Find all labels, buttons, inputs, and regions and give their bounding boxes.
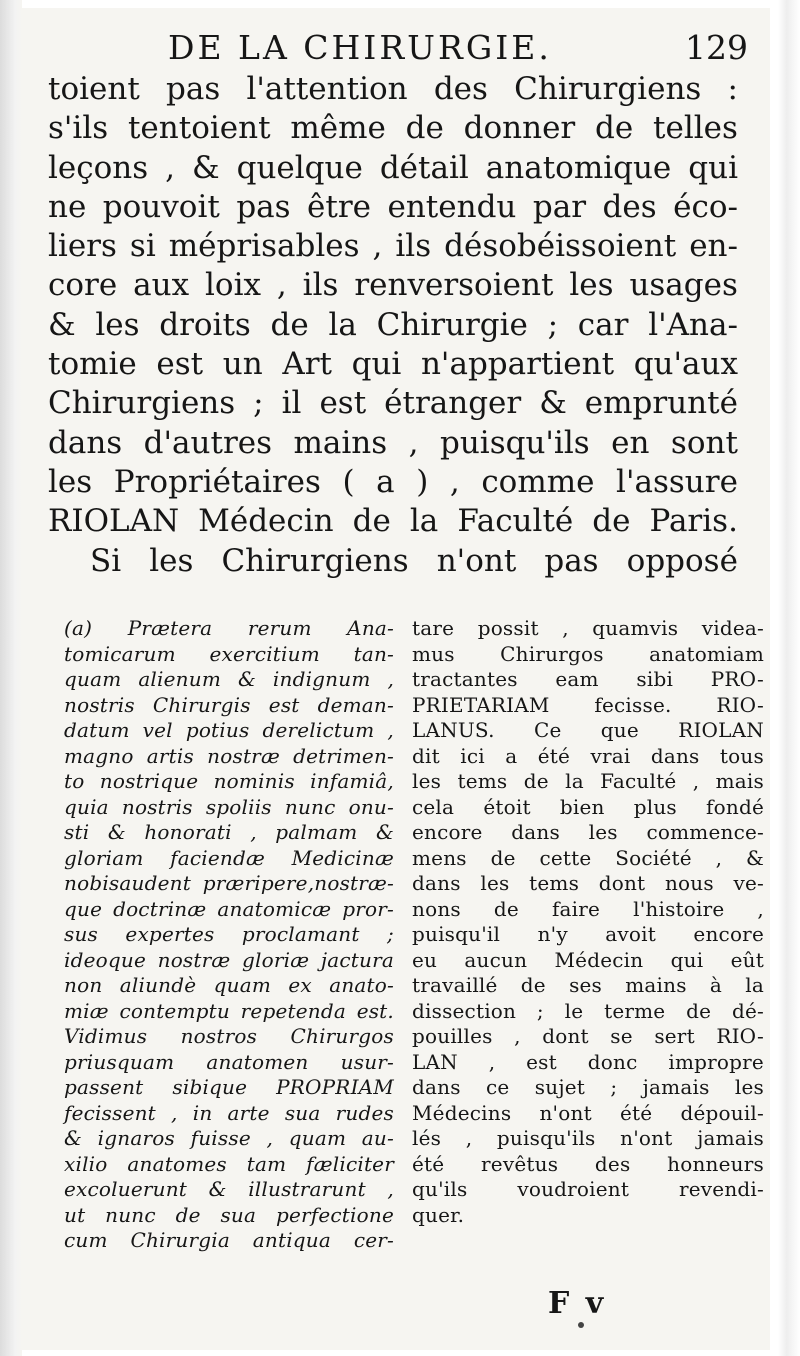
footnote-line: nons de faire l'histoire , [412, 896, 764, 921]
footnote-column-latin [64, 616, 394, 1254]
footnote-line: encore dans les commence- [412, 820, 764, 844]
text-line: Si les Chirurgiens n'ont pas opposé [90, 542, 738, 579]
footnote-line: nostris Chirurgis est deman- [64, 692, 394, 717]
main-text-block [48, 70, 738, 581]
text-line: dans d'autres mains , puisqu'ils en sont [48, 424, 738, 461]
footnote-line: dans les tems dont nous ve- [412, 871, 764, 895]
text-line: les Propriétaires ( a ) , comme l'assure [48, 463, 738, 500]
footnote-line: priusquam anatomen usur- [64, 1049, 394, 1074]
footnote-line: LAN , est donc impropre [412, 1049, 764, 1074]
footnote-line: non aliundè quam ex anato- [64, 973, 394, 997]
footnote-line: mus Chirurgos anatomiam [412, 641, 764, 666]
footnote-line: fecissent , in arte sua rudes [64, 1100, 394, 1125]
footnote-line: Vidimus nostros Chirurgos [64, 1024, 394, 1048]
footnote-line: que doctrinæ anatomicæ pror- [64, 896, 394, 921]
footnote-line: les tems de la Faculté , mais [412, 769, 764, 793]
text-line: toient pas l'attention des Chirurgiens : [48, 71, 738, 107]
footnote-line: magno artis nostræ detrimen- [64, 743, 394, 768]
footnote-line: eu aucun Médecin qui eût [412, 947, 764, 972]
text-line: & les droits de la Chirurgie ; car l'Ana- [48, 306, 738, 343]
ink-spot [578, 1322, 584, 1328]
footnote-line: tare possit , quamvis videa- [412, 616, 764, 640]
footnote-line: passent sibique PROPRIAM [64, 1075, 394, 1099]
page-gutter-shadow [0, 0, 22, 1356]
footnote-line: cela étoit bien plus fondé [412, 794, 764, 819]
footnote-line: pouilles , dont se sert RIO- [412, 1024, 764, 1048]
footnote-line: miæ contemptu repetenda est. [64, 998, 394, 1023]
footnote-line: mens de cette Société , & [412, 845, 764, 870]
footnote-line: été revêtus des honneurs [412, 1151, 764, 1176]
footnote-line: qu'ils voudroient revendi- [412, 1177, 764, 1201]
footnote-line: LANUS. Ce que RIOLAN [412, 718, 764, 742]
text-line: RIOLAN Médecin de la Faculté de Paris. [48, 503, 738, 540]
text-line: Chirurgiens ; il est étranger & emprunté [48, 385, 738, 422]
footnote-line: ut nunc de sua perfectione [64, 1202, 394, 1227]
footnote-line: dissection ; le terme de dé- [412, 998, 764, 1023]
footnote-line: cum Chirurgia antiqua cer- [64, 1228, 394, 1252]
page-number: 129 [685, 28, 748, 67]
signature-mark: F v [548, 1286, 607, 1321]
footnote-line: PRIETARIAM fecisse. RIO- [412, 692, 764, 717]
footnote-line: sus expertes proclamant ; [64, 922, 394, 946]
footnote-line: ideoque nostræ gloriæ jactura [64, 947, 394, 972]
footnote-line: dans ce sujet ; jamais les [412, 1075, 764, 1099]
footnote-line: travaillé de ses mains à la [412, 973, 764, 997]
footnote-line: quer. [412, 1202, 465, 1227]
footnote-line: datum vel potius derelictum , [64, 718, 394, 742]
text-line: core aux loix , ils renversoient les usages [48, 267, 738, 304]
footnote-line: quia nostris spoliis nunc onu- [64, 794, 394, 819]
footnote-line: (a) Prætera rerum Ana- [64, 616, 394, 640]
running-head: DE LA CHIRURGIE. [168, 28, 552, 67]
footnote-line: sti & honorati , palmam & [64, 820, 394, 844]
text-line: ne pouvoit pas être entendu par des éco- [48, 188, 738, 225]
text-line: leçons , & quelque détail anatomique qui [48, 149, 738, 186]
text-line: liers si méprisables , ils désobéissoient en- [48, 228, 738, 265]
footnote-line: to nostrique nominis infamiâ, [64, 769, 394, 793]
footnote-line: Médecins n'ont été dépouil- [412, 1100, 764, 1125]
footnote-line: puisqu'il n'y avoit encore [412, 922, 764, 946]
footnote-line: lés , puisqu'ils n'ont jamais [412, 1126, 764, 1150]
footnote-line: dit ici a été vrai dans tous [412, 743, 764, 768]
footnote-line: tomicarum exercitium tan- [64, 641, 394, 666]
page-edge-right [778, 0, 800, 1356]
footnote-line: quam alienum & indignum , [64, 667, 394, 691]
footnote-line: excoluerunt & illustrarunt , [64, 1177, 394, 1201]
footnote-line: & ignaros fuisse , quam au- [64, 1126, 394, 1150]
page-header [168, 28, 748, 72]
footnote-line: tractantes eam sibi PRO- [412, 667, 764, 691]
text-line: s'ils tentoient même de donner de telles [48, 110, 738, 147]
footnote-column-french [412, 616, 764, 1228]
footnote-line: nobisaudent præripere,nostræ- [64, 871, 394, 895]
footnote-line: xilio anatomes tam fæliciter [64, 1151, 394, 1176]
footnote-line: gloriam faciendæ Medicinæ [64, 845, 394, 870]
text-line: tomie est un Art qui n'appartient qu'aux [48, 346, 738, 383]
